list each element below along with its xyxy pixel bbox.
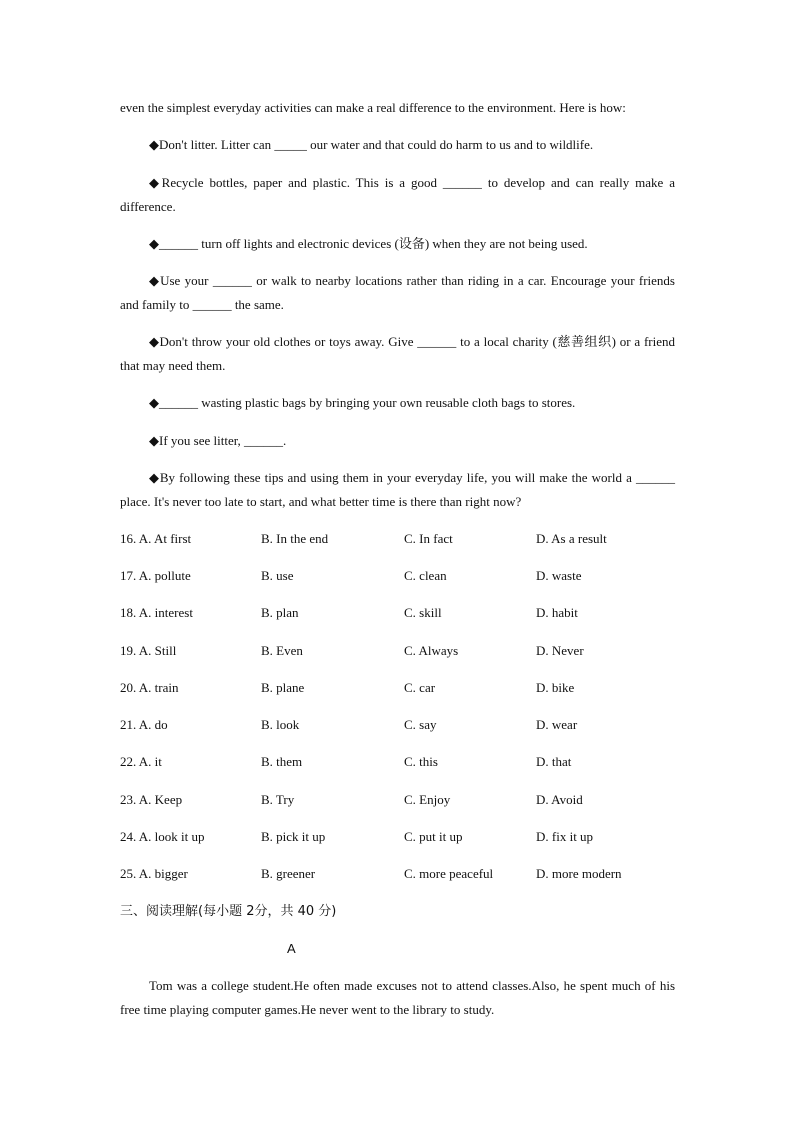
option-c: C. say	[404, 717, 437, 732]
option-c: C. clean	[404, 568, 447, 583]
question-25-options	[120, 864, 680, 884]
question-17-options	[120, 566, 680, 586]
option-d: D. wear	[536, 717, 578, 732]
option-a: 16. A. At first	[120, 531, 192, 546]
question-19-options	[120, 641, 680, 661]
option-c: C. car	[404, 680, 436, 695]
section-heading: 三、阅读理解(每小题 2分，共 40 分)	[120, 904, 337, 919]
option-c: C. put it up	[404, 829, 463, 844]
question-22-options	[120, 752, 680, 772]
option-d: D. bike	[536, 680, 575, 695]
option-a: 24. A. look it up	[120, 829, 205, 844]
tip-paragraph-donate: ◆Don't throw your old clothes or toys away. Give ______ to a local charity (慈善组织) or a friend that may need them.	[120, 334, 675, 373]
option-b: B. plane	[261, 680, 305, 695]
question-23-options	[120, 790, 680, 810]
option-a: 18. A. interest	[120, 605, 193, 620]
tip-paragraph-bags: ◆______ wasting plastic bags by bringing your own reusable cloth bags to stores.	[149, 395, 576, 410]
option-a: 22. A. it	[120, 754, 162, 769]
passage-paragraph: Tom was a college student.He often made excuses not to attend classes.Also, he spent much of his free time playing computer games.He never went to the library to study.	[120, 978, 675, 1017]
option-b: B. them	[261, 754, 303, 769]
intro-paragraph: even the simplest everyday activities can make a real difference to the environment. Here is how:	[120, 100, 626, 115]
option-b: B. greener	[261, 866, 316, 881]
option-d: D. waste	[536, 568, 582, 583]
question-21-options	[120, 715, 680, 735]
option-d: D. that	[536, 754, 572, 769]
option-b: B. use	[261, 568, 294, 583]
option-d: D. Never	[536, 643, 584, 658]
option-d: D. more modern	[536, 866, 622, 881]
option-a: 25. A. bigger	[120, 866, 188, 881]
option-b: B. Try	[261, 792, 295, 807]
option-d: D. Avoid	[536, 792, 583, 807]
option-c: C. In fact	[404, 531, 453, 546]
option-d: D. As a result	[536, 531, 607, 546]
option-d: D. habit	[536, 605, 578, 620]
passage-label: A	[287, 941, 296, 956]
option-c: C. this	[404, 754, 438, 769]
option-b: B. look	[261, 717, 300, 732]
closing-paragraph: ◆By following these tips and using them in your everyday life, you will make the world a ______ place. It's never too late to start, and what better time is there than right now?	[120, 470, 675, 509]
question-24-options	[120, 827, 680, 847]
option-c: C. Enjoy	[404, 792, 451, 807]
option-a: 23. A. Keep	[120, 792, 183, 807]
tip-paragraph-lights: ◆______ turn off lights and electronic devices (设备) when they are not being used.	[149, 236, 588, 251]
tip-paragraph-recycle: ◆Recycle bottles, paper and plastic. This is a good ______ to develop and can really make a difference.	[120, 175, 675, 214]
option-b: B. In the end	[261, 531, 329, 546]
option-a: 21. A. do	[120, 717, 168, 732]
question-18-options	[120, 603, 680, 623]
option-a: 19. A. Still	[120, 643, 177, 658]
tip-paragraph-transport: ◆Use your ______ or walk to nearby locations rather than riding in a car. Encourage your friends and family to ______ the same.	[120, 273, 675, 312]
tip-paragraph-litter-pickup: ◆If you see litter, ______.	[149, 433, 287, 448]
option-c: C. skill	[404, 605, 442, 620]
option-b: B. pick it up	[261, 829, 326, 844]
option-c: C. more peaceful	[404, 866, 494, 881]
option-c: C. Always	[404, 643, 459, 658]
option-d: D. fix it up	[536, 829, 594, 844]
question-16-options	[120, 529, 680, 549]
option-b: B. plan	[261, 605, 299, 620]
tip-paragraph-litter: ◆Don't litter. Litter can _____ our water and that could do harm to us and to wildlife.	[149, 137, 594, 152]
option-b: B. Even	[261, 643, 303, 658]
option-a: 17. A. pollute	[120, 568, 191, 583]
question-20-options	[120, 678, 680, 698]
option-a: 20. A. train	[120, 680, 179, 695]
